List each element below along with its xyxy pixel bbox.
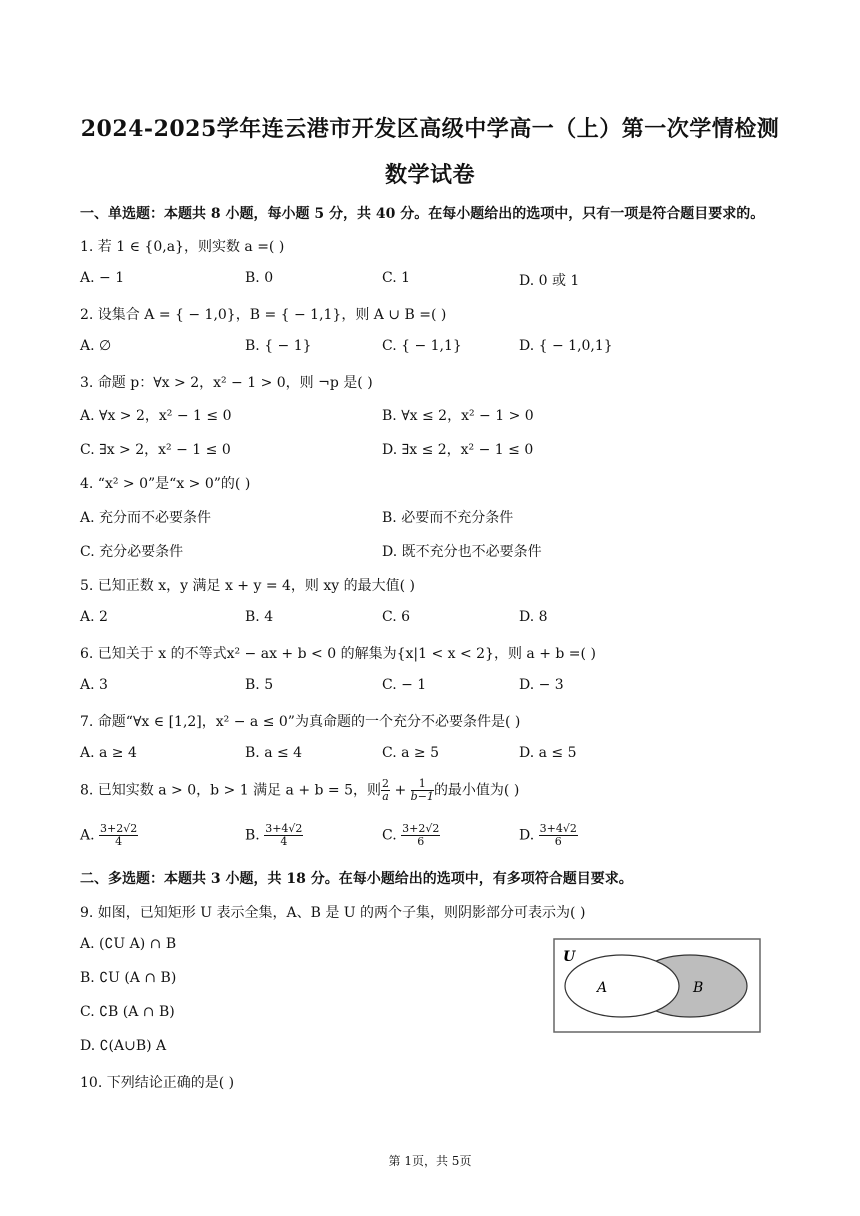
question-2-option-c: C. { − 1,1} [382,338,462,354]
set-b-label: B [693,980,704,996]
fraction-numerator: 3+2√2 [100,822,138,835]
question-7-option-b: B. a ≤ 4 [245,745,303,761]
question-5-option-a: A. 2 [80,609,108,625]
option-fraction [401,823,440,848]
question-9-stem: 9. 如图，已知矩形 U 表示全集，A、B 是 U 的两个子集，则阴影部分可表示为( ) [80,905,586,921]
section-2-heading: 二、多选题：本题共 3 小题，共 18 分。在每小题给出的选项中，有多项符合题目要求。 [80,871,633,887]
question-1-option-a: A. − 1 [80,270,125,286]
question-6-option-d: D. − 3 [519,677,564,693]
question-6-stem: 6. 已知关于 x 的不等式x² − ax + b < 0 的解集为{x|1 < x < 2}，则 a + b =( ) [80,646,596,662]
question-8-stem [80,778,519,803]
question-2-option-b: B. { − 1} [245,338,312,354]
fraction-denominator: b−1 [410,790,434,803]
question-4-option-b: B. 必要而不充分条件 [382,510,514,526]
question-8-option-b [245,823,303,848]
question-7-stem: 7. 命题“∀x ∈ [1,2]，x² − a ≤ 0”为真命题的一个充分不必要条件是( ) [80,714,521,730]
fraction-numerator: 1 [411,778,434,791]
option-label: A. [80,827,95,844]
fraction-numerator: 3+4√2 [265,822,303,835]
question-8-option-d [519,823,578,848]
fraction-numerator: 3+4√2 [539,822,577,835]
fraction-denominator: 6 [417,835,425,848]
fraction-1-over-b-minus-1 [411,778,434,803]
fraction-denominator: a [382,790,389,803]
question-7-option-c: C. a ≥ 5 [382,745,439,761]
question-2-option-d: D. { − 1,0,1} [519,338,613,354]
set-a-label: A [597,980,608,996]
question-4-stem: 4. “x² > 0”是“x > 0”的( ) [80,476,251,492]
universe-label: U [563,949,576,965]
question-4-option-d: D. 既不充分也不必要条件 [382,544,542,560]
page-subtitle: 数学试卷 [384,162,475,188]
fraction-numerator: 3+2√2 [402,822,440,835]
question-3-option-a: A. ∀x > 2，x² − 1 ≤ 0 [80,408,232,424]
section-1-heading: 一、单选题：本题共 8 小题，每小题 5 分，共 40 分。在每小题给出的选项中，只有一项是符合题目要求的。 [80,206,765,222]
question-5-option-b: B. 4 [245,609,274,625]
question-1-option-d: D. 0 或 1 [519,273,580,289]
question-2-option-a: A. ∅ [80,338,112,354]
plus-sign: + [394,782,407,799]
option-fraction [539,823,578,848]
question-7-option-d: D. a ≤ 5 [519,745,577,761]
question-6-option-c: C. − 1 [382,677,427,693]
question-3-option-b: B. ∀x ≤ 2，x² − 1 > 0 [382,408,534,424]
question-8-option-a [80,823,138,848]
question-9-option-a: A. (∁U A) ∩ B [80,936,177,952]
page-footer: 第 1页，共 5页 [388,1154,472,1168]
question-3-option-c: C. ∃x > 2，x² − 1 ≤ 0 [80,442,231,458]
question-3-stem: 3. 命题 p：∀x > 2，x² − 1 > 0，则 ¬p 是( ) [80,375,373,391]
page-title: 2024-2025学年连云港市开发区高级中学高一（上）第一次学情检测 [80,116,780,142]
question-9-option-b: B. ∁U (A ∩ B) [80,970,177,986]
question-5-option-d: D. 8 [519,609,548,625]
venn-diagram [553,938,761,1034]
option-fraction [99,823,138,848]
set-a-ellipse [565,955,679,1017]
fraction-2-over-a [381,778,390,803]
question-5-option-c: C. 6 [382,609,411,625]
question-1-option-b: B. 0 [245,270,274,286]
question-10-stem: 10. 下列结论正确的是( ) [80,1075,235,1091]
question-4-option-c: C. 充分必要条件 [80,544,184,560]
question-9-option-d: D. ∁(A∪B) A [80,1038,167,1054]
option-label: B. [245,827,260,844]
question-2-stem: 2. 设集合 A = { − 1,0}，B = { − 1,1}，则 A ∪ B =( ) [80,307,447,323]
question-1-stem: 1. 若 1 ∈ {0,a}，则实数 a =( ) [80,239,285,255]
option-label: C. [382,827,397,844]
question-8-stem-post: 的最小值为( ) [433,782,520,799]
question-6-option-a: A. 3 [80,677,108,693]
question-8-option-c [382,823,440,848]
fraction-denominator: 6 [554,835,562,848]
question-3-option-d: D. ∃x ≤ 2，x² − 1 ≤ 0 [382,442,534,458]
question-9-option-c: C. ∁B (A ∩ B) [80,1004,175,1020]
question-4-option-a: A. 充分而不必要条件 [80,510,212,526]
option-fraction [264,823,303,848]
question-8-stem-pre: 8. 已知实数 a > 0，b > 1 满足 a + b = 5，则 [80,782,382,799]
fraction-denominator: 4 [115,835,123,848]
question-7-option-a: A. a ≥ 4 [80,745,137,761]
question-5-stem: 5. 已知正数 x，y 满足 x + y = 4，则 xy 的最大值( ) [80,578,416,594]
question-6-option-b: B. 5 [245,677,274,693]
fraction-denominator: 4 [280,835,288,848]
fraction-numerator: 2 [382,777,390,790]
option-label: D. [519,827,535,844]
question-1-option-c: C. 1 [382,270,411,286]
